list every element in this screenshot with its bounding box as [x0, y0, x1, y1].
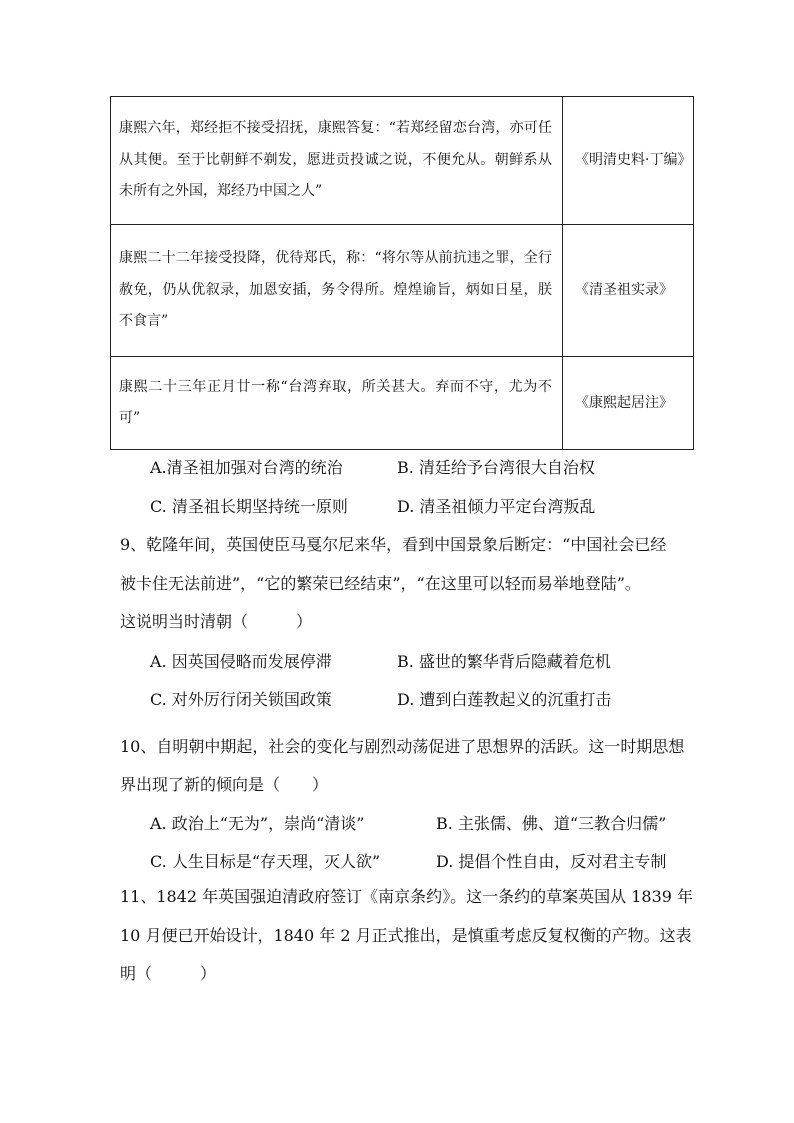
table-cell-source: 《明清史料·丁编》 — [563, 97, 694, 225]
source-table — [110, 96, 694, 450]
q9-option-d[interactable]: D. 遭到白莲教起义的沉重打击 — [397, 690, 612, 709]
table-cell-content: 康熙六年，郑经拒不接受招抚，康熙答复：“若郑经留恋台湾，亦可任从其便。至于比朝鲜不剃发，愿进贡投诚之说，不便允从。朝鲜系从未所有之外国，郑经乃中国之人” — [111, 97, 563, 225]
table-row — [111, 225, 694, 357]
table-cell-source: 《康熙起居注》 — [563, 357, 694, 450]
table-cell-content: 康熙二十三年正月廿一称“台湾弃取，所关甚大。弃而不守，尤为不可” — [111, 357, 563, 450]
q8-option-b[interactable]: B. 清廷给予台湾很大自治权 — [397, 458, 595, 477]
q11-stem-line: 11、1842 年英国强迫清政府签订《南京条约》。这一条约的草案英国从 1839 年 — [120, 887, 694, 906]
q8-option-d[interactable]: D. 清圣祖倾力平定台湾叛乱 — [397, 497, 596, 516]
q9-option-b[interactable]: B. 盛世的繁华背后隐藏着危机 — [397, 652, 611, 671]
table-cell-content: 康熙二十二年接受投降，优待郑氏，称：“将尔等从前抗违之罪，全行赦免，仍从优叙录，加恩安插，务令得所。煌煌谕旨，炳如日星，朕不食言” — [111, 225, 563, 357]
q10-option-b[interactable]: B. 主张儒、佛、道“三教合归儒” — [436, 814, 667, 833]
q9-stem-line: 被卡住无法前进”，“它的繁荣已经结束”，“在这里可以轻而易举地登陆”。 — [120, 574, 641, 593]
q10-option-c[interactable]: C. 人生目标是“存天理，灭人欲” — [150, 852, 381, 871]
q9-stem-line: 9、乾隆年间，英国使臣马戛尔尼来华，看到中国景象后断定：“中国社会已经 — [120, 535, 667, 554]
q10-option-a[interactable]: A. 政治上“无为”，崇尚“清谈” — [150, 814, 365, 833]
table-row — [111, 357, 694, 450]
table-row — [111, 97, 694, 225]
q10-stem-line: 10、自明朝中期起，社会的变化与剧烈动荡促进了思想界的活跃。这一时期思想 — [120, 737, 685, 756]
q11-stem-line: 10 月便已开始设计，1840 年 2 月正式推出，是慎重考虑反复权衡的产物。这表 — [120, 926, 692, 945]
q9-option-a[interactable]: A. 因英国侵略而发展停滞 — [150, 652, 332, 671]
table-cell-source: 《清圣祖实录》 — [563, 225, 694, 357]
q10-stem-line: 界出现了新的倾向是（ ） — [120, 775, 329, 794]
q9-option-c[interactable]: C. 对外厉行闭关锁国政策 — [150, 690, 332, 709]
q10-option-d[interactable]: D. 提倡个性自由，反对君主专制 — [436, 852, 667, 871]
q8-option-a[interactable]: A.清圣祖加强对台湾的统治 — [150, 458, 343, 477]
q11-stem-line: 明（ ） — [120, 964, 217, 983]
q9-stem-line: 这说明当时清朝（ ） — [120, 612, 313, 631]
q8-option-c[interactable]: C. 清圣祖长期坚持统一原则 — [150, 497, 348, 516]
